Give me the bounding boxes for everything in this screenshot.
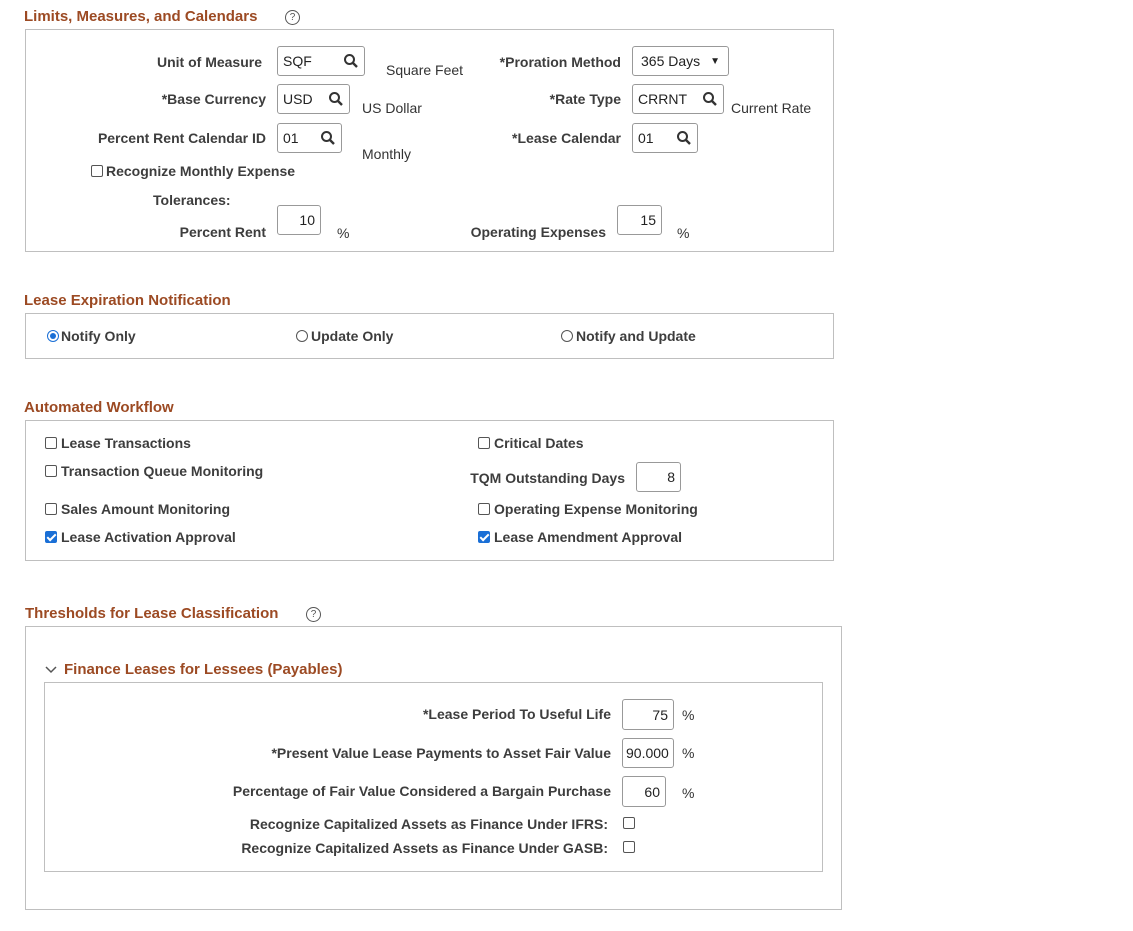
percent-rent-calendar-input[interactable] [277, 123, 342, 153]
ifrs-checkbox[interactable] [623, 817, 635, 829]
section-title-limits: Limits, Measures, and Calendars [24, 8, 258, 25]
transaction-queue-monitoring-label: Transaction Queue Monitoring [61, 463, 264, 479]
base-currency-value: USD [283, 91, 313, 107]
radio-notify-only[interactable] [47, 330, 59, 342]
proration-method-label: *Proration Method [499, 54, 621, 70]
notify-only-label: Notify Only [61, 328, 136, 344]
bargain-purchase-label: Percentage of Fair Value Considered a Bargain Purchase [232, 783, 611, 799]
critical-dates-label: Critical Dates [494, 435, 584, 451]
gasb-label: Recognize Capitalized Assets as Finance Under GASB: [241, 840, 608, 856]
unit-of-measure-value: SQF [283, 53, 312, 69]
expiration-panel [25, 313, 834, 359]
lease-calendar-value: 01 [638, 130, 654, 146]
recognize-monthly-expense-checkbox[interactable] [91, 165, 103, 177]
lease-activation-approval-label: Lease Activation Approval [61, 529, 236, 545]
tolerances-label: Tolerances: [153, 192, 231, 208]
percent-rent-input[interactable]: 10 [277, 205, 321, 235]
unit-of-measure-input[interactable] [277, 46, 365, 76]
percent-sign: % [682, 785, 695, 801]
currency-description: US Dollar [362, 100, 422, 116]
lease-amendment-approval-checkbox[interactable] [478, 531, 490, 543]
lease-period-input[interactable]: 75 [622, 699, 674, 730]
rate-type-label: *Rate Type [549, 91, 621, 107]
tqm-outstanding-days-input[interactable]: 8 [636, 462, 681, 492]
present-value-input[interactable]: 90.000 [622, 738, 674, 768]
rate-type-input[interactable] [632, 84, 724, 114]
operating-expense-monitoring-checkbox[interactable] [478, 503, 490, 515]
lease-period-label: *Lease Period To Useful Life [422, 706, 611, 722]
lease-amendment-approval-label: Lease Amendment Approval [494, 529, 683, 545]
sales-amount-monitoring-checkbox[interactable] [45, 503, 57, 515]
proration-method-select[interactable] [632, 46, 729, 76]
help-icon[interactable]: ? [285, 10, 300, 25]
present-value-label: *Present Value Lease Payments to Asset Fair Value [271, 745, 611, 761]
chevron-down-icon[interactable] [45, 665, 57, 675]
percent-sign: % [337, 225, 350, 241]
bargain-purchase-input[interactable]: 60 [622, 776, 666, 807]
section-title-thresholds: Thresholds for Lease Classification [25, 605, 279, 622]
base-currency-input[interactable] [277, 84, 350, 114]
lease-transactions-label: Lease Transactions [61, 435, 191, 451]
chevron-down-icon: ▼ [710, 55, 720, 67]
section-title-workflow: Automated Workflow [24, 399, 174, 416]
search-icon[interactable] [320, 130, 336, 146]
rate-type-value: CRRNT [638, 91, 687, 107]
search-icon[interactable] [343, 53, 359, 69]
lease-calendar-label: *Lease Calendar [512, 130, 621, 146]
percent-rent-calendar-label: Percent Rent Calendar ID [97, 130, 266, 146]
percent-rent-calendar-value: 01 [283, 130, 299, 146]
radio-notify-and-update[interactable] [561, 330, 573, 342]
proration-method-value: 365 Days [641, 53, 701, 69]
search-icon[interactable] [328, 91, 344, 107]
percent-sign: % [682, 745, 695, 761]
lease-activation-approval-checkbox[interactable] [45, 531, 57, 543]
update-only-label: Update Only [311, 328, 394, 344]
ifrs-label: Recognize Capitalized Assets as Finance Under IFRS: [249, 816, 608, 832]
finance-leases-subtitle[interactable]: Finance Leases for Lessees (Payables) [64, 661, 343, 678]
operating-expenses-input[interactable]: 15 [617, 205, 662, 235]
operating-expense-monitoring-label: Operating Expense Monitoring [494, 501, 698, 517]
unit-description: Square Feet [386, 62, 464, 78]
radio-update-only[interactable] [296, 330, 308, 342]
help-icon[interactable]: ? [306, 607, 321, 622]
search-icon[interactable] [702, 91, 718, 107]
notify-and-update-label: Notify and Update [576, 328, 696, 344]
gasb-checkbox[interactable] [623, 841, 635, 853]
transaction-queue-monitoring-checkbox[interactable] [45, 465, 57, 477]
critical-dates-checkbox[interactable] [478, 437, 490, 449]
tqm-outstanding-days-label: TQM Outstanding Days [470, 470, 625, 486]
lease-calendar-input[interactable] [632, 123, 698, 153]
unit-of-measure-label: Unit of Measure [156, 54, 262, 70]
base-currency-label: *Base Currency [161, 91, 266, 107]
percent-rent-label: Percent Rent [179, 224, 266, 240]
calendar-description: Monthly [362, 146, 412, 162]
search-icon[interactable] [676, 130, 692, 146]
recognize-monthly-expense-label: Recognize Monthly Expense [106, 163, 296, 179]
section-title-expiration: Lease Expiration Notification [24, 292, 231, 309]
percent-sign: % [682, 707, 695, 723]
percent-sign: % [677, 225, 690, 241]
sales-amount-monitoring-label: Sales Amount Monitoring [61, 501, 231, 517]
operating-expenses-label: Operating Expenses [470, 224, 606, 240]
lease-transactions-checkbox[interactable] [45, 437, 57, 449]
rate-type-description: Current Rate [731, 100, 812, 116]
